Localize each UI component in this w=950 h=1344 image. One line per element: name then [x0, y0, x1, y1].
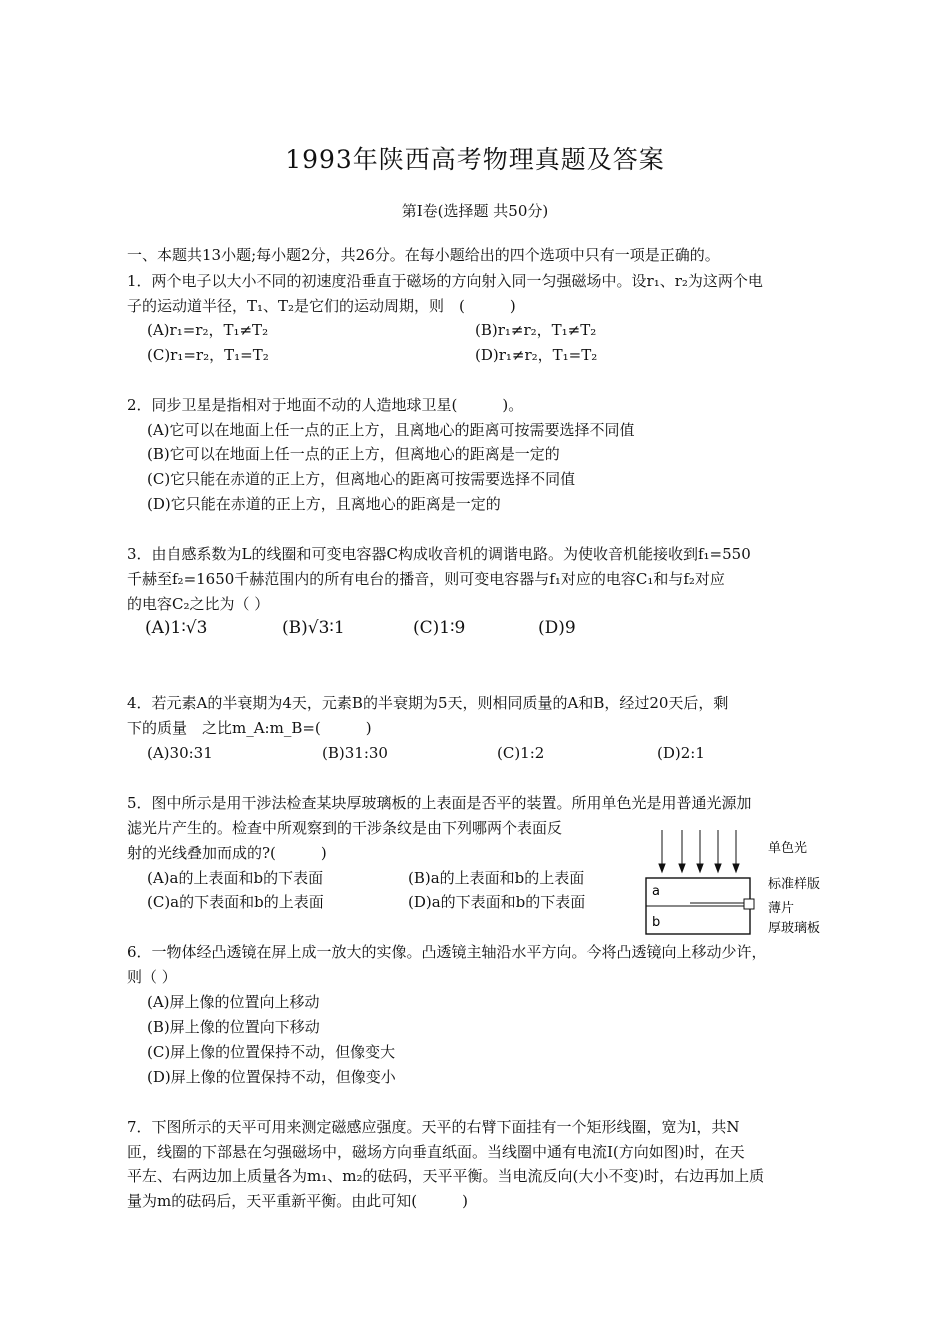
q5-option-d: (D)a的下表面和b的下表面 [408, 893, 586, 911]
q4-option-a: (A)30:31 [147, 744, 213, 762]
q3-option-a: (A)1∶√3 [145, 618, 208, 638]
q1-option-b: (B)r₁≠r₂，T₁≠T₂ [475, 321, 597, 339]
q5-stem-line3: 射的光线叠加而成的?( ) [127, 844, 327, 862]
q1-stem-line2: 子的运动道半径，T₁、T₂是它们的运动周期，则 ( ) [127, 297, 516, 315]
page-title: 1993年陕西高考物理真题及答案 [285, 145, 665, 174]
q7-stem-line2: 匝，线圈的下部悬在匀强磁场中，磁场方向垂直纸面。当线圈中通有电流I(方向如图)时，在天 [127, 1143, 745, 1161]
q6-stem-line1: 6．一物体经凸透镜在屏上成一放大的实像。凸透镜主轴沿水平方向。今将凸透镜向上移动少许， [127, 943, 767, 961]
plate-b-label: b [652, 915, 661, 930]
q4-option-d: (D)2:1 [657, 744, 705, 762]
q5-option-a: (A)a的上表面和b的下表面 [147, 869, 324, 887]
q1-option-d: (D)r₁≠r₂，T₁=T₂ [475, 346, 598, 364]
q3-stem-line3: 的电容C₂之比为（ ） [127, 595, 270, 613]
q6-stem-line2: 则（ ） [127, 968, 177, 986]
q4-stem-line2: 下的质量 之比m_A:m_B=( ) [127, 719, 372, 737]
q7-stem-line4: 量为m的砝码后，天平重新平衡。由此可知( ) [127, 1192, 468, 1210]
q6-option-b: (B)屏上像的位置向下移动 [147, 1018, 320, 1036]
q7-stem-line1: 7．下图所示的天平可用来测定磁感应强度。天平的右臂下面挂有一个矩形线圈，宽为l，共N [127, 1118, 740, 1136]
standard-plate-label: 标准样版 [768, 877, 821, 892]
q7-stem-line3: 平左、右两边加上质量各为m₁、m₂的砝码，天平平衡。当电流反向(大小不变)时，右边再加上质 [127, 1167, 765, 1185]
q1-stem-line1: 1．两个电子以大小不同的初速度沿垂直于磁场的方向射入同一匀强磁场中。设r₁、r₂为这两个电 [127, 272, 763, 290]
q2-stem: 2．同步卫星是指相对于地面不动的人造地球卫星( )。 [127, 396, 524, 414]
q4-stem-line1: 4．若元素A的半衰期为4天，元素B的半衰期为5天，则相同质量的A和B，经过20天后，剩 [127, 694, 729, 712]
q3-option-d: (D)9 [538, 618, 576, 638]
q1-option-c: (C)r₁=r₂，T₁=T₂ [147, 346, 269, 364]
plate-a-label: a [652, 884, 660, 899]
q3-stem-line2: 千赫至f₂=1650千赫范围内的所有电台的播音，则可变电容器与f₁对应的电容C₁和与f₂对应 [127, 570, 725, 588]
q2-option-d: (D)它只能在赤道的正上方，且离地心的距离是一定的 [147, 495, 501, 513]
section-intro: 一、本题共13小题;每小题2分，共26分。在每小题给出的四个选项中只有一项是正确的。 [127, 246, 720, 264]
q1-option-a: (A)r₁=r₂，T₁≠T₂ [147, 321, 269, 339]
interference-apparatus-diagram [640, 822, 840, 942]
q5-option-c: (C)a的下表面和b的上表面 [147, 893, 324, 911]
thin-film-label: 薄片 [768, 901, 795, 916]
q4-option-b: (B)31:30 [322, 744, 388, 762]
q6-option-c: (C)屏上像的位置保持不动，但像变大 [147, 1043, 396, 1061]
q3-option-c: (C)1∶9 [413, 618, 466, 638]
q2-option-a: (A)它可以在地面上任一点的正上方，且离地心的距离可按需要选择不同值 [147, 421, 635, 439]
q2-option-c: (C)它只能在赤道的正上方，但离地心的距离可按需要选择不同值 [147, 470, 576, 488]
q3-option-b: (B)√3∶1 [282, 618, 345, 638]
q4-option-c: (C)1:2 [497, 744, 545, 762]
thin-spacer [744, 899, 754, 909]
q5-stem-line2: 滤光片产生的。检查中所观察到的干涉条纹是由下列哪两个表面反 [127, 819, 563, 837]
section-subtitle: 第Ⅰ卷(选择题 共50分) [401, 202, 549, 220]
q6-option-d: (D)屏上像的位置保持不动，但像变小 [147, 1068, 396, 1086]
q6-option-a: (A)屏上像的位置向上移动 [147, 993, 320, 1011]
light-label: 单色光 [768, 841, 808, 856]
q2-option-b: (B)它可以在地面上任一点的正上方，但离地心的距离是一定的 [147, 445, 560, 463]
q3-stem-line1: 3．由自感系数为L的线圈和可变电容器C构成收音机的调谐电路。为使收音机能接收到f₁=550 [127, 545, 751, 563]
monochromatic-light-rays [659, 830, 739, 872]
thick-glass-label: 厚玻璃板 [768, 921, 821, 936]
q5-stem-line1: 5．图中所示是用干涉法检查某块厚玻璃板的上表面是否平的装置。所用单色光是用普通光源加 [127, 794, 752, 812]
q5-option-b: (B)a的上表面和b的上表面 [408, 869, 585, 887]
